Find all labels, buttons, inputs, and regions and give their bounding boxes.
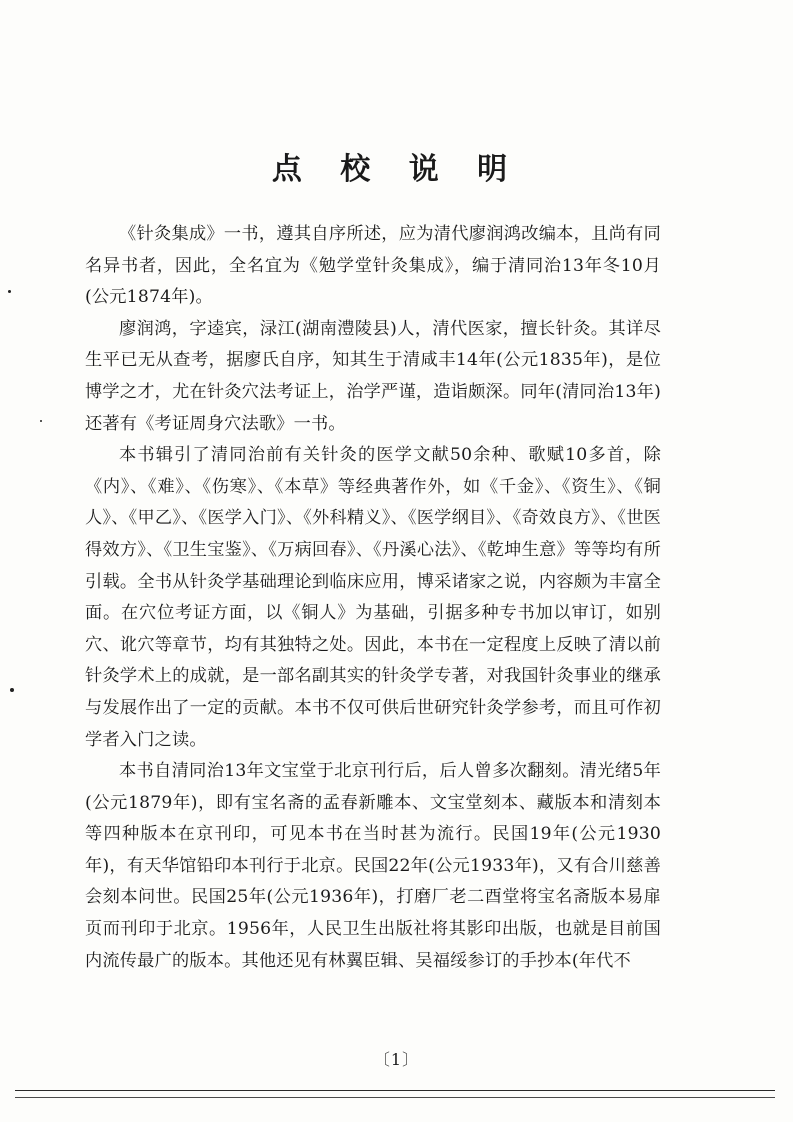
- paragraph-3: 本书辑引了清同治前有关针灸的医学文献50余种、歌赋10多首，除《内》、《难》、《伤寒》、《本草》等经典著作外，如《千金》、《资生》、《铜人》、《甲乙》、《医学入门》、《外科精义》、《医学纲目》、《奇效良方》、《世医得效方》、《卫生宝鉴》、《万病回春》、《丹溪心法》、《乾坤生意》等等均有所引载。全书从针灸学基础理论到临床应用，博采诸家之说，内容颇为丰富全面。在穴位考证方面，以《铜人》为基础，引据多种专书加以审订，如别穴、讹穴等章节，均有其独特之处。因此，本书在一定程度上反映了清以前针灸学术上的成就，是一部名副其实的针灸学专著，对我国针灸事业的继承与发展作出了一定的贡献。本书不仅可供后世研究针灸学参考，而且可作初学者入门之读。: [85, 445, 661, 750]
- body-text: [85, 219, 661, 977]
- scan-speck: [8, 290, 11, 293]
- page-number: 〔1〕: [373, 1050, 420, 1069]
- scan-speck: [40, 420, 42, 422]
- bottom-rule-thin: [15, 1097, 775, 1098]
- paragraph-2: 廖润鸿，字逵宾，渌江(湖南澧陵县)人，清代医家，擅长针灸。其详尽生平已无从查考，据廖氏自序，知其生于清咸丰14年(公元1835年)，是位博学之才，尤在针灸穴法考证上，治学严谨，造诣颇深。同年(清同治13年)还著有《考证周身穴法歌》一书。: [85, 318, 661, 434]
- paragraph-1: 《针灸集成》一书，遵其自序所述，应为清代廖润鸿改编本，且尚有同名异书者，因此，全名宜为《勉学堂针灸集成》，编于清同治13年冬10月(公元1874年)。: [85, 224, 661, 308]
- scan-speck: [10, 688, 14, 692]
- paragraph-4: 本书自清同治13年文宝堂于北京刊行后，后人曾多次翻刻。清光绪5年(公元1879年)，即有宝名斋的孟春新雕本、文宝堂刻本、藏版本和清刻本等四种版本在京刊印，可见本书在当时甚为流行。民国19年(公元1930年)，有天华馆铅印本刊行于北京。民国22年(公元1933年)，又有合川慈善会刻本问世。民国25年(公元1936年)，打磨厂老二酉堂将宝名斋版本易扉页而刊印于北京。1956年，人民卫生出版社将其影印出版，也就是目前国内流传最广的版本。其他还见有林翼臣辑、吴福绥参订的手抄本(年代不: [85, 761, 661, 971]
- page-title: 点 校 说 明: [271, 152, 522, 187]
- bottom-rule-thick: [15, 1090, 775, 1091]
